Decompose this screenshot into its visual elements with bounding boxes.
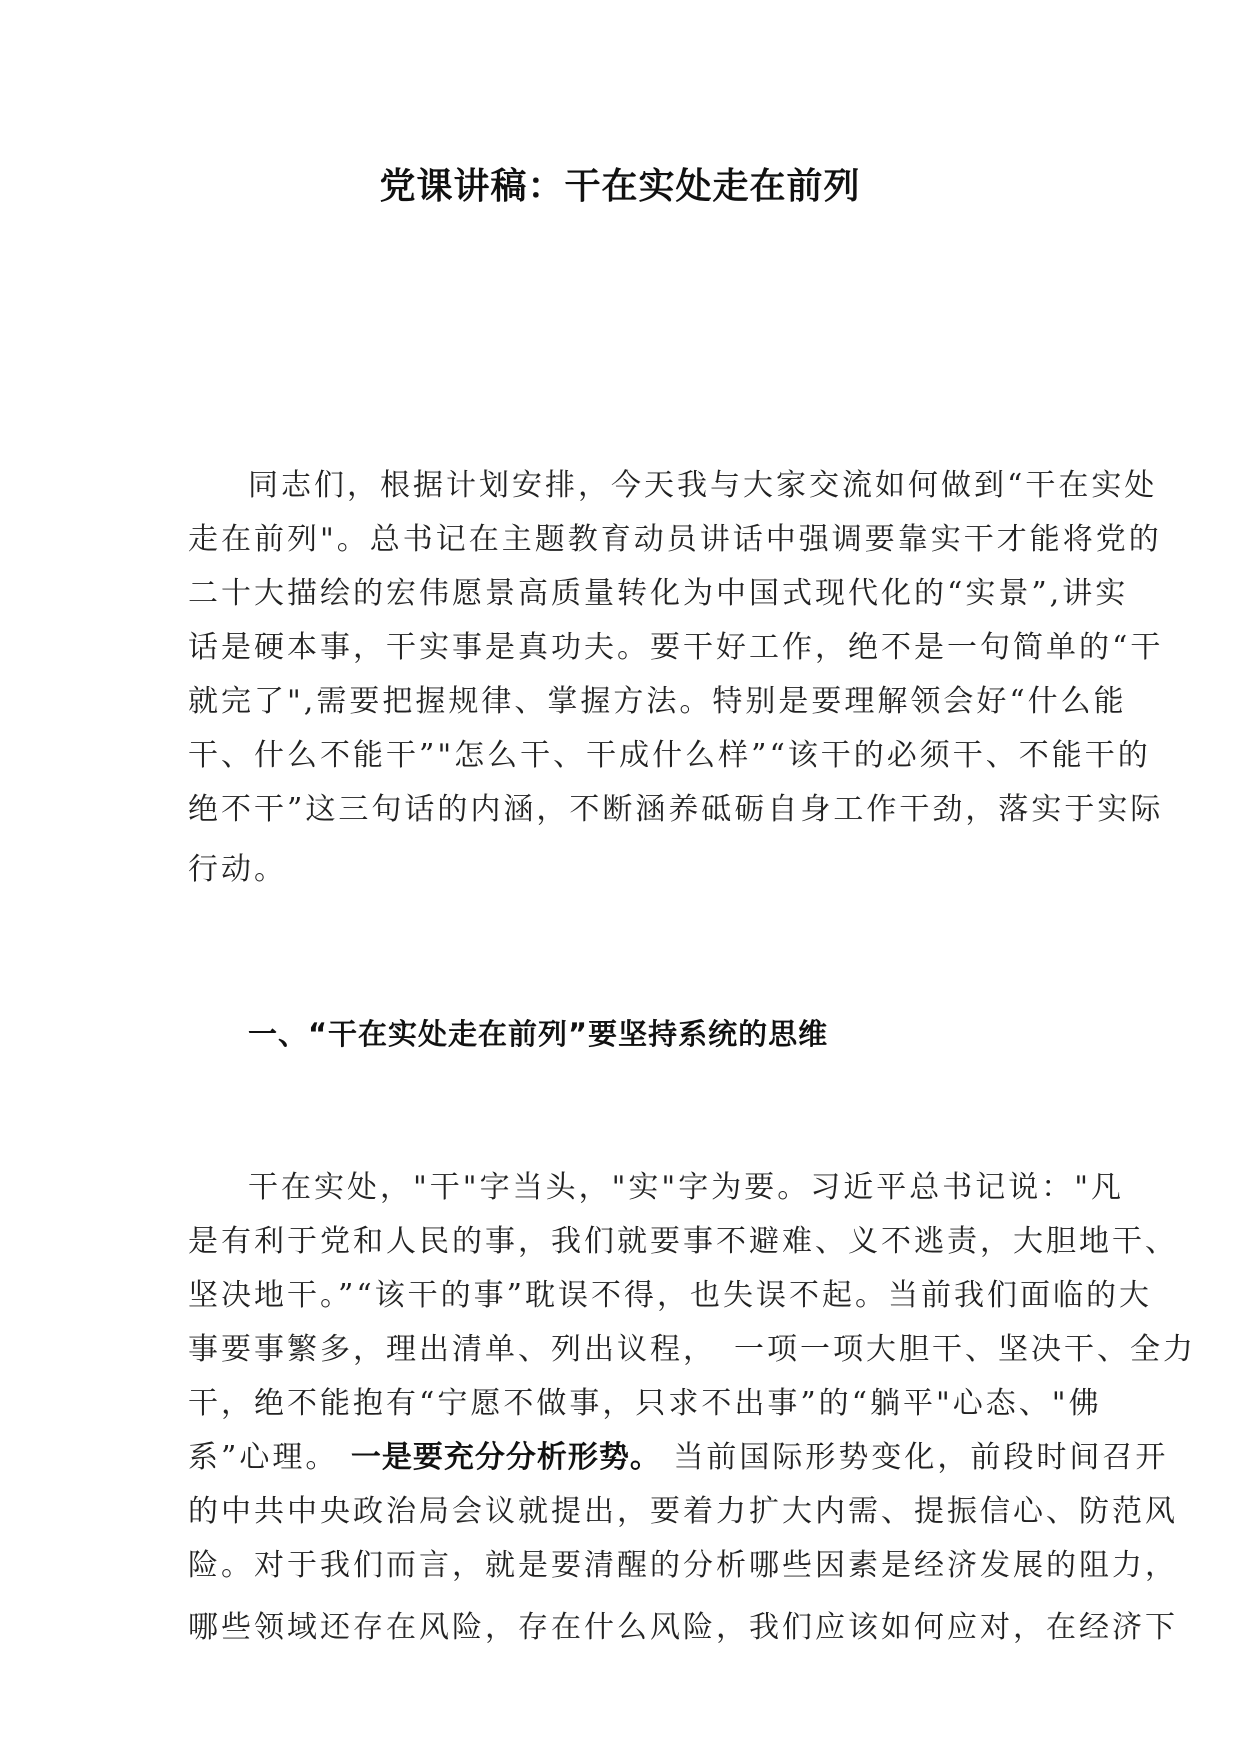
- section-line-6-suffix: 当前国际形势变化，前段时间召开: [673, 1440, 1169, 1475]
- section-line-9: 哪些领域还存在风险，存在什么风险，我们应该如何应对，在经济下: [188, 1610, 1178, 1645]
- section-line-8: 险。对于我们而言，就是要清醒的分析哪些因素是经济发展的阻力，: [188, 1548, 1178, 1583]
- section-heading: 一、“干在实处走在前列”要坚持系统的思维: [248, 1017, 829, 1051]
- intro-line-5: 就完了",需要把握规律、掌握方法。特别是要理解领会好“什么能: [188, 684, 1127, 719]
- intro-line-6: 干、什么不能干”"怎么干、干成什么样”“该干的必须干、不能干的: [188, 738, 1151, 773]
- intro-line-1: 同志们，根据计划安排，今天我与大家交流如何做到“干在实处: [248, 468, 1158, 503]
- section-line-6-prefix: 系”心理。: [188, 1440, 339, 1475]
- section-line-4: 事要事繁多，理出清单、列出议程， 一项一项大胆干、坚决干、全力: [188, 1332, 1196, 1367]
- section-line-3: 坚决地干。”“该干的事”耽误不得，也失误不起。当前我们面临的大: [188, 1278, 1153, 1313]
- intro-line-2: 走在前列"。总书记在主题教育动员讲话中强调要靠实干才能将党的: [188, 522, 1162, 557]
- section-line-6: [188, 1438, 1169, 1478]
- intro-line-8: 行动。: [188, 852, 287, 887]
- section-line-2: 是有利于党和人民的事，我们就要事不避难、义不逃责，大胆地干、: [188, 1224, 1178, 1259]
- section-line-7: 的中共中央政治局会议就提出，要着力扩大内需、提振信心、防范风: [188, 1494, 1178, 1529]
- document-title: 党课讲稿：干在实处走在前列: [379, 166, 861, 207]
- intro-line-4: 话是硬本事，干实事是真功夫。要干好工作，绝不是一句简单的“干: [188, 630, 1164, 665]
- intro-line-3: 二十大描绘的宏伟愿景高质量转化为中国式现代化的“实景”,讲实: [188, 576, 1129, 611]
- section-line-5: 干，绝不能抱有“宁愿不做事，只求不出事”的“躺平"心态、"佛: [188, 1386, 1102, 1421]
- section-line-6-bold: 一是要充分分析形势。: [350, 1440, 661, 1475]
- section-line-1: 干在实处，"干"字当头，"实"字为要。习近平总书记说："凡: [248, 1170, 1124, 1205]
- intro-line-7: 绝不干”这三句话的内涵，不断涵养砥砺自身工作干劲，落实于实际: [188, 792, 1164, 827]
